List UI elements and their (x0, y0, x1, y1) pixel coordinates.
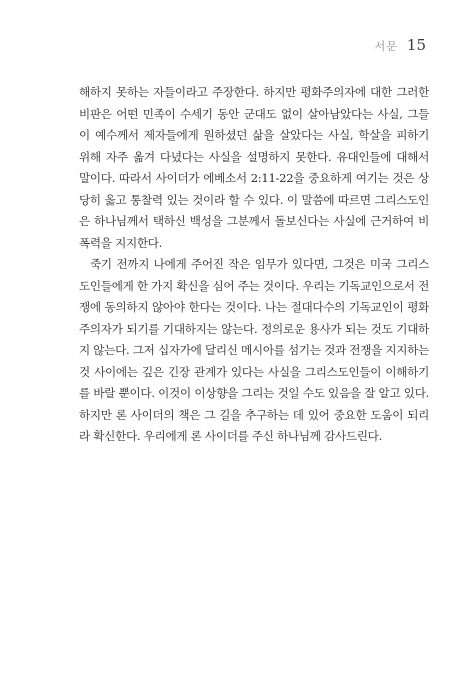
text-line: 죽기 전까지 나에게 주어진 작은 임무가 있다면, 그것은 미국 그리스 (90, 257, 429, 271)
paragraph (79, 254, 429, 448)
text-line: 말이다. 따라서 사이더가 에베소서 2:11-22을 중요하게 여기는 것은 상 (79, 171, 429, 185)
text-line: 해하지 못하는 자들이라고 주장한다. 하지만 평화주의자에 대한 그러한 (79, 85, 429, 99)
text-line: 쟁에 동의하지 않아야 한다는 것이다. 나는 절대다수의 기독교인이 평화 (79, 300, 429, 314)
text-line: 은 하나님께서 택하신 백성을 그분께서 돌보신다는 사실에 근거하여 비 (79, 214, 429, 228)
text-line: 폭력을 지지한다. (79, 235, 163, 250)
text-line: 를 바랄 뿐이다. 이것이 이상향을 그리는 것일 수도 있음을 잘 알고 있다. (79, 386, 429, 400)
section-title: 서문 (374, 40, 398, 53)
text-line: 비판은 어떤 민족이 수세기 동안 군대도 없이 살아남았다는 사실, 그들 (79, 106, 429, 121)
text-line: 당히 옳고 통찰력 있는 것이라 할 수 있다. 이 말씀에 따르면 그리스도인 (79, 192, 429, 207)
text-line: 것 사이에는 깊은 긴장 관계가 있다는 사실을 그리스도인들이 이해하기 (79, 364, 429, 379)
text-line: 라 확신한다. 우리에게 론 사이더를 주신 하나님께 감사드린다. (79, 429, 382, 443)
body-text (79, 82, 429, 448)
page-number: 15 (406, 36, 426, 54)
text-line: 도인들에게 한 가지 확신을 심어 주는 것이다. 우리는 기독교인으로서 전 (79, 278, 429, 293)
text-line: 위해 자주 옮겨 다녔다는 사실을 설명하지 못한다. 유대인들에 대해서 (79, 149, 429, 164)
text-line: 이 예수께서 제자들에게 원하셨던 삶을 살았다는 사실, 학살을 피하기 (79, 128, 429, 142)
paragraph (79, 82, 429, 254)
text-line: 지 않는다. 그저 십자가에 달리신 메시아를 섬기는 것과 전쟁을 지지하는 (79, 343, 429, 357)
text-line: 하지만 론 사이더의 책은 그 길을 추구하는 데 있어 중요한 도움이 되리 (79, 407, 429, 422)
text-line: 주의자가 되기를 기대하지는 않는다. 정의로운 용사가 되는 것도 기대하 (79, 321, 429, 336)
running-head (375, 36, 426, 54)
